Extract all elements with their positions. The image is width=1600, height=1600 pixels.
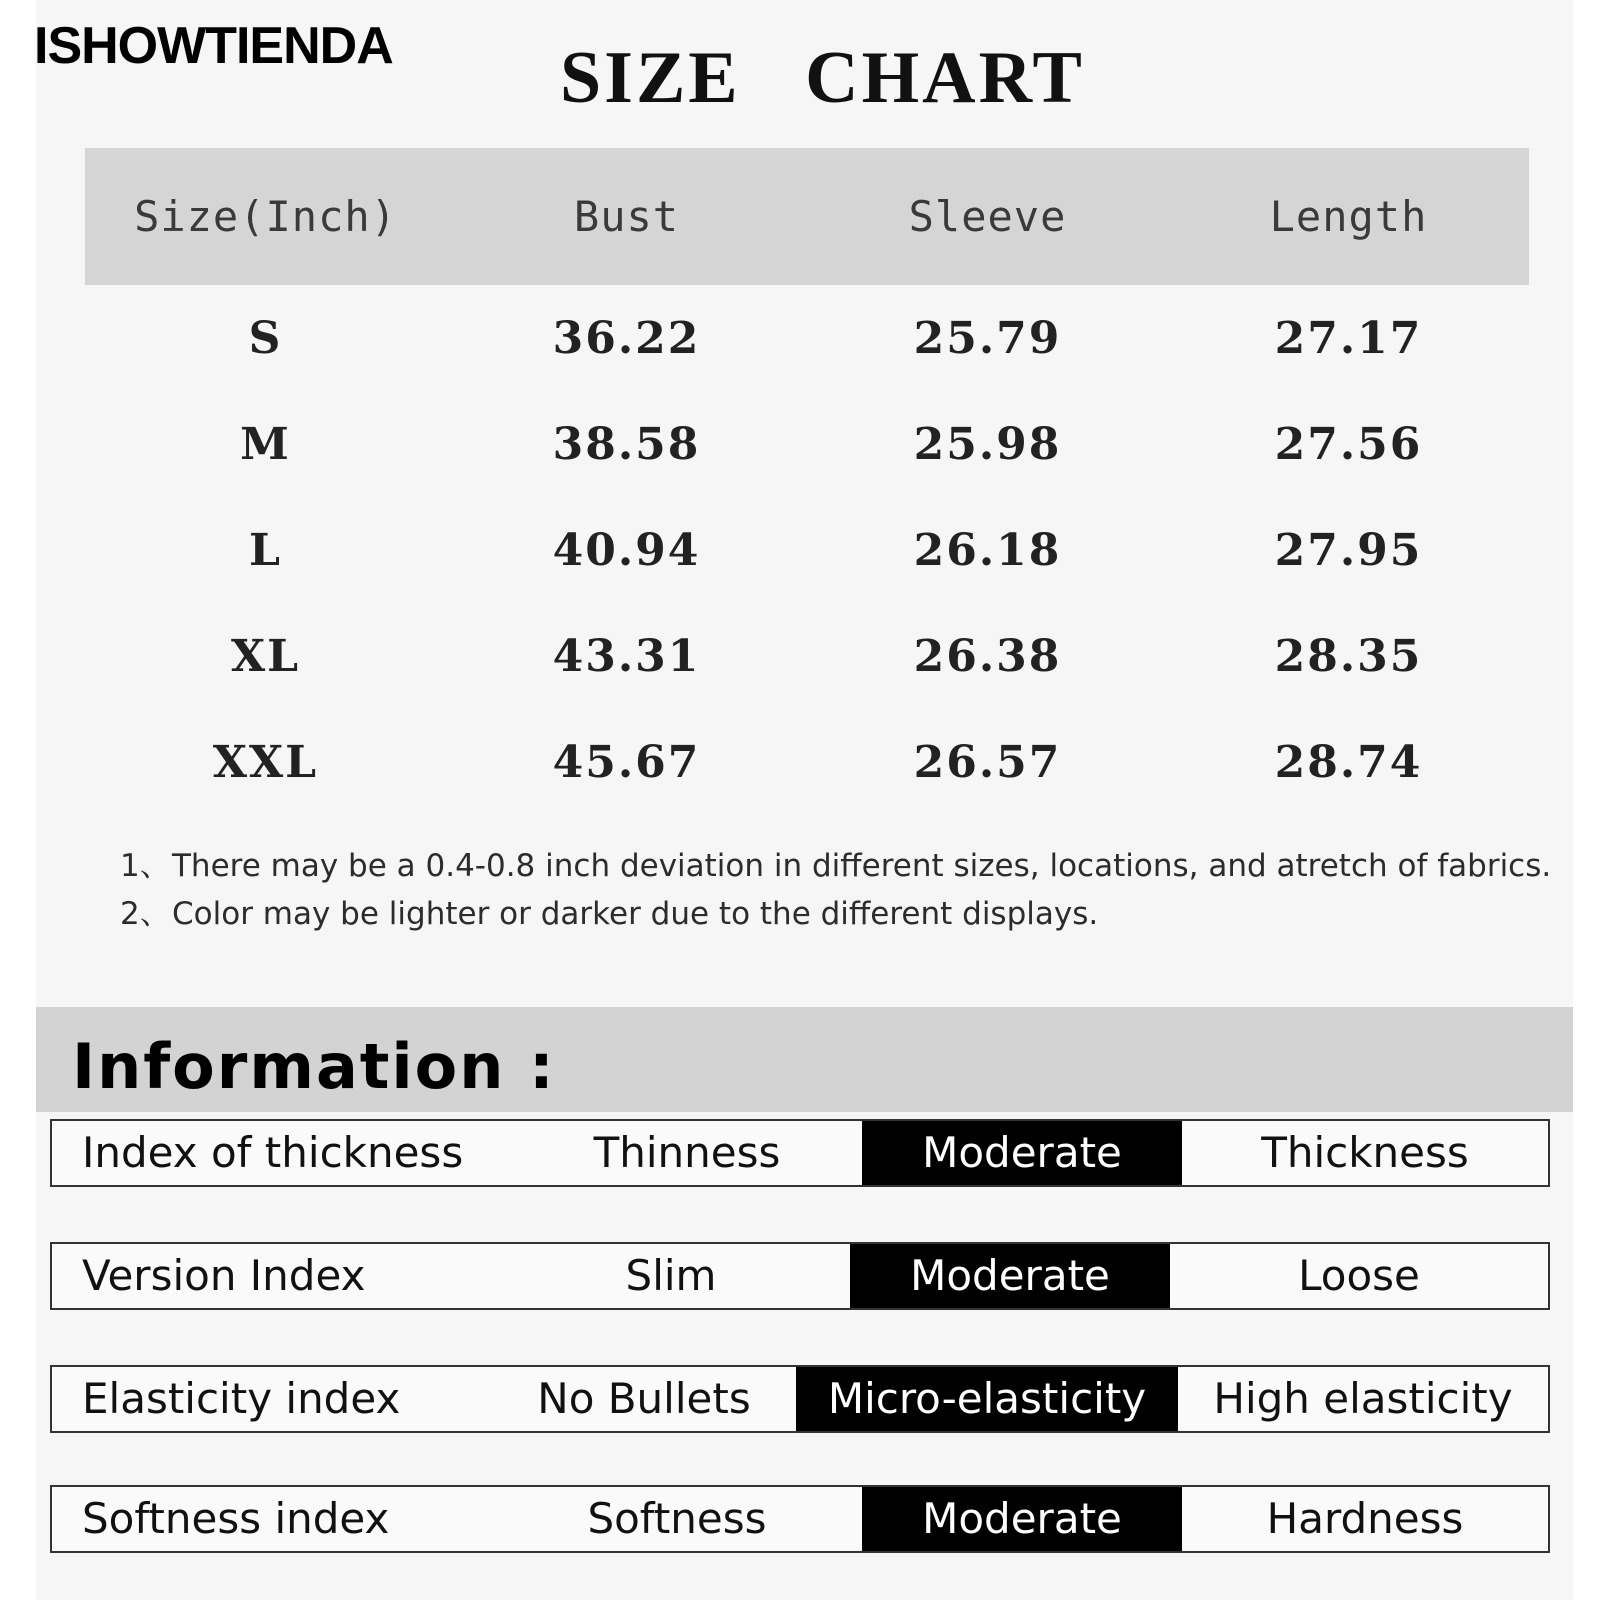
cell-length: 27.95: [1274, 524, 1423, 576]
page-title: SIZE CHART: [560, 37, 1085, 119]
header-length: Length: [1269, 192, 1428, 241]
information-title: Information :: [72, 1030, 556, 1103]
note-number: 1、: [120, 848, 171, 884]
option-softness: Softness: [587, 1494, 767, 1543]
option-thinness: Thinness: [593, 1128, 781, 1177]
cell-length: 27.56: [1274, 418, 1423, 470]
option-moderate-selected: Moderate: [862, 1121, 1182, 1185]
table-row: [85, 709, 1529, 815]
header-bust: Bust: [573, 192, 680, 241]
option-high-elasticity: High elasticity: [1213, 1374, 1513, 1423]
table-row: [85, 285, 1529, 391]
option-moderate-selected: Moderate: [850, 1244, 1170, 1308]
option-hardness: Hardness: [1266, 1494, 1464, 1543]
option-micro-elasticity-selected: Micro-elasticity: [796, 1367, 1178, 1431]
cell-size: S: [248, 312, 283, 364]
cell-bust: 43.31: [552, 630, 701, 682]
attribute-label: Elasticity index: [82, 1374, 401, 1423]
attribute-row-softness: [50, 1485, 1550, 1553]
note-item: [120, 890, 1551, 938]
table-row: [85, 391, 1529, 497]
option-no-bullets: No Bullets: [537, 1374, 751, 1423]
cell-bust: 40.94: [552, 524, 701, 576]
attribute-label: Version Index: [82, 1251, 366, 1300]
notes: [120, 842, 1551, 938]
cell-size: L: [249, 524, 282, 576]
size-table: [85, 148, 1529, 815]
cell-length: 28.35: [1274, 630, 1423, 682]
cell-sleeve: 25.79: [913, 312, 1062, 364]
cell-sleeve: 25.98: [913, 418, 1062, 470]
attribute-label: Softness index: [82, 1494, 390, 1543]
cell-size: M: [240, 418, 291, 470]
note-number: 2、: [120, 896, 171, 932]
cell-length: 27.17: [1274, 312, 1423, 364]
option-moderate-selected: Moderate: [862, 1487, 1182, 1551]
cell-sleeve: 26.57: [913, 736, 1062, 788]
cell-size: XXL: [212, 736, 319, 788]
option-loose: Loose: [1298, 1251, 1420, 1300]
note-text: There may be a 0.4-0.8 inch deviation in different sizes, locations, and atretch of fabrics.: [172, 848, 1552, 884]
option-thickness: Thickness: [1261, 1128, 1469, 1177]
attribute-row-thickness: [50, 1119, 1550, 1187]
table-row: [85, 603, 1529, 709]
option-slim: Slim: [625, 1251, 717, 1300]
note-item: [120, 842, 1551, 890]
note-text: Color may be lighter or darker due to the different displays.: [172, 896, 1099, 932]
cell-size: XL: [230, 630, 301, 682]
attribute-label: Index of thickness: [82, 1128, 464, 1177]
table-row: [85, 497, 1529, 603]
cell-sleeve: 26.38: [913, 630, 1062, 682]
cell-length: 28.74: [1274, 736, 1423, 788]
cell-bust: 38.58: [552, 418, 701, 470]
cell-sleeve: 26.18: [913, 524, 1062, 576]
attribute-row-version: [50, 1242, 1550, 1310]
header-sleeve: Sleeve: [908, 192, 1067, 241]
header-size: Size(Inch): [134, 192, 397, 241]
size-table-header: [85, 148, 1529, 285]
cell-bust: 45.67: [552, 736, 701, 788]
brand-logo-text: ISHOWTIENDA: [34, 17, 393, 75]
attribute-row-elasticity: [50, 1365, 1550, 1433]
cell-bust: 36.22: [552, 312, 701, 364]
